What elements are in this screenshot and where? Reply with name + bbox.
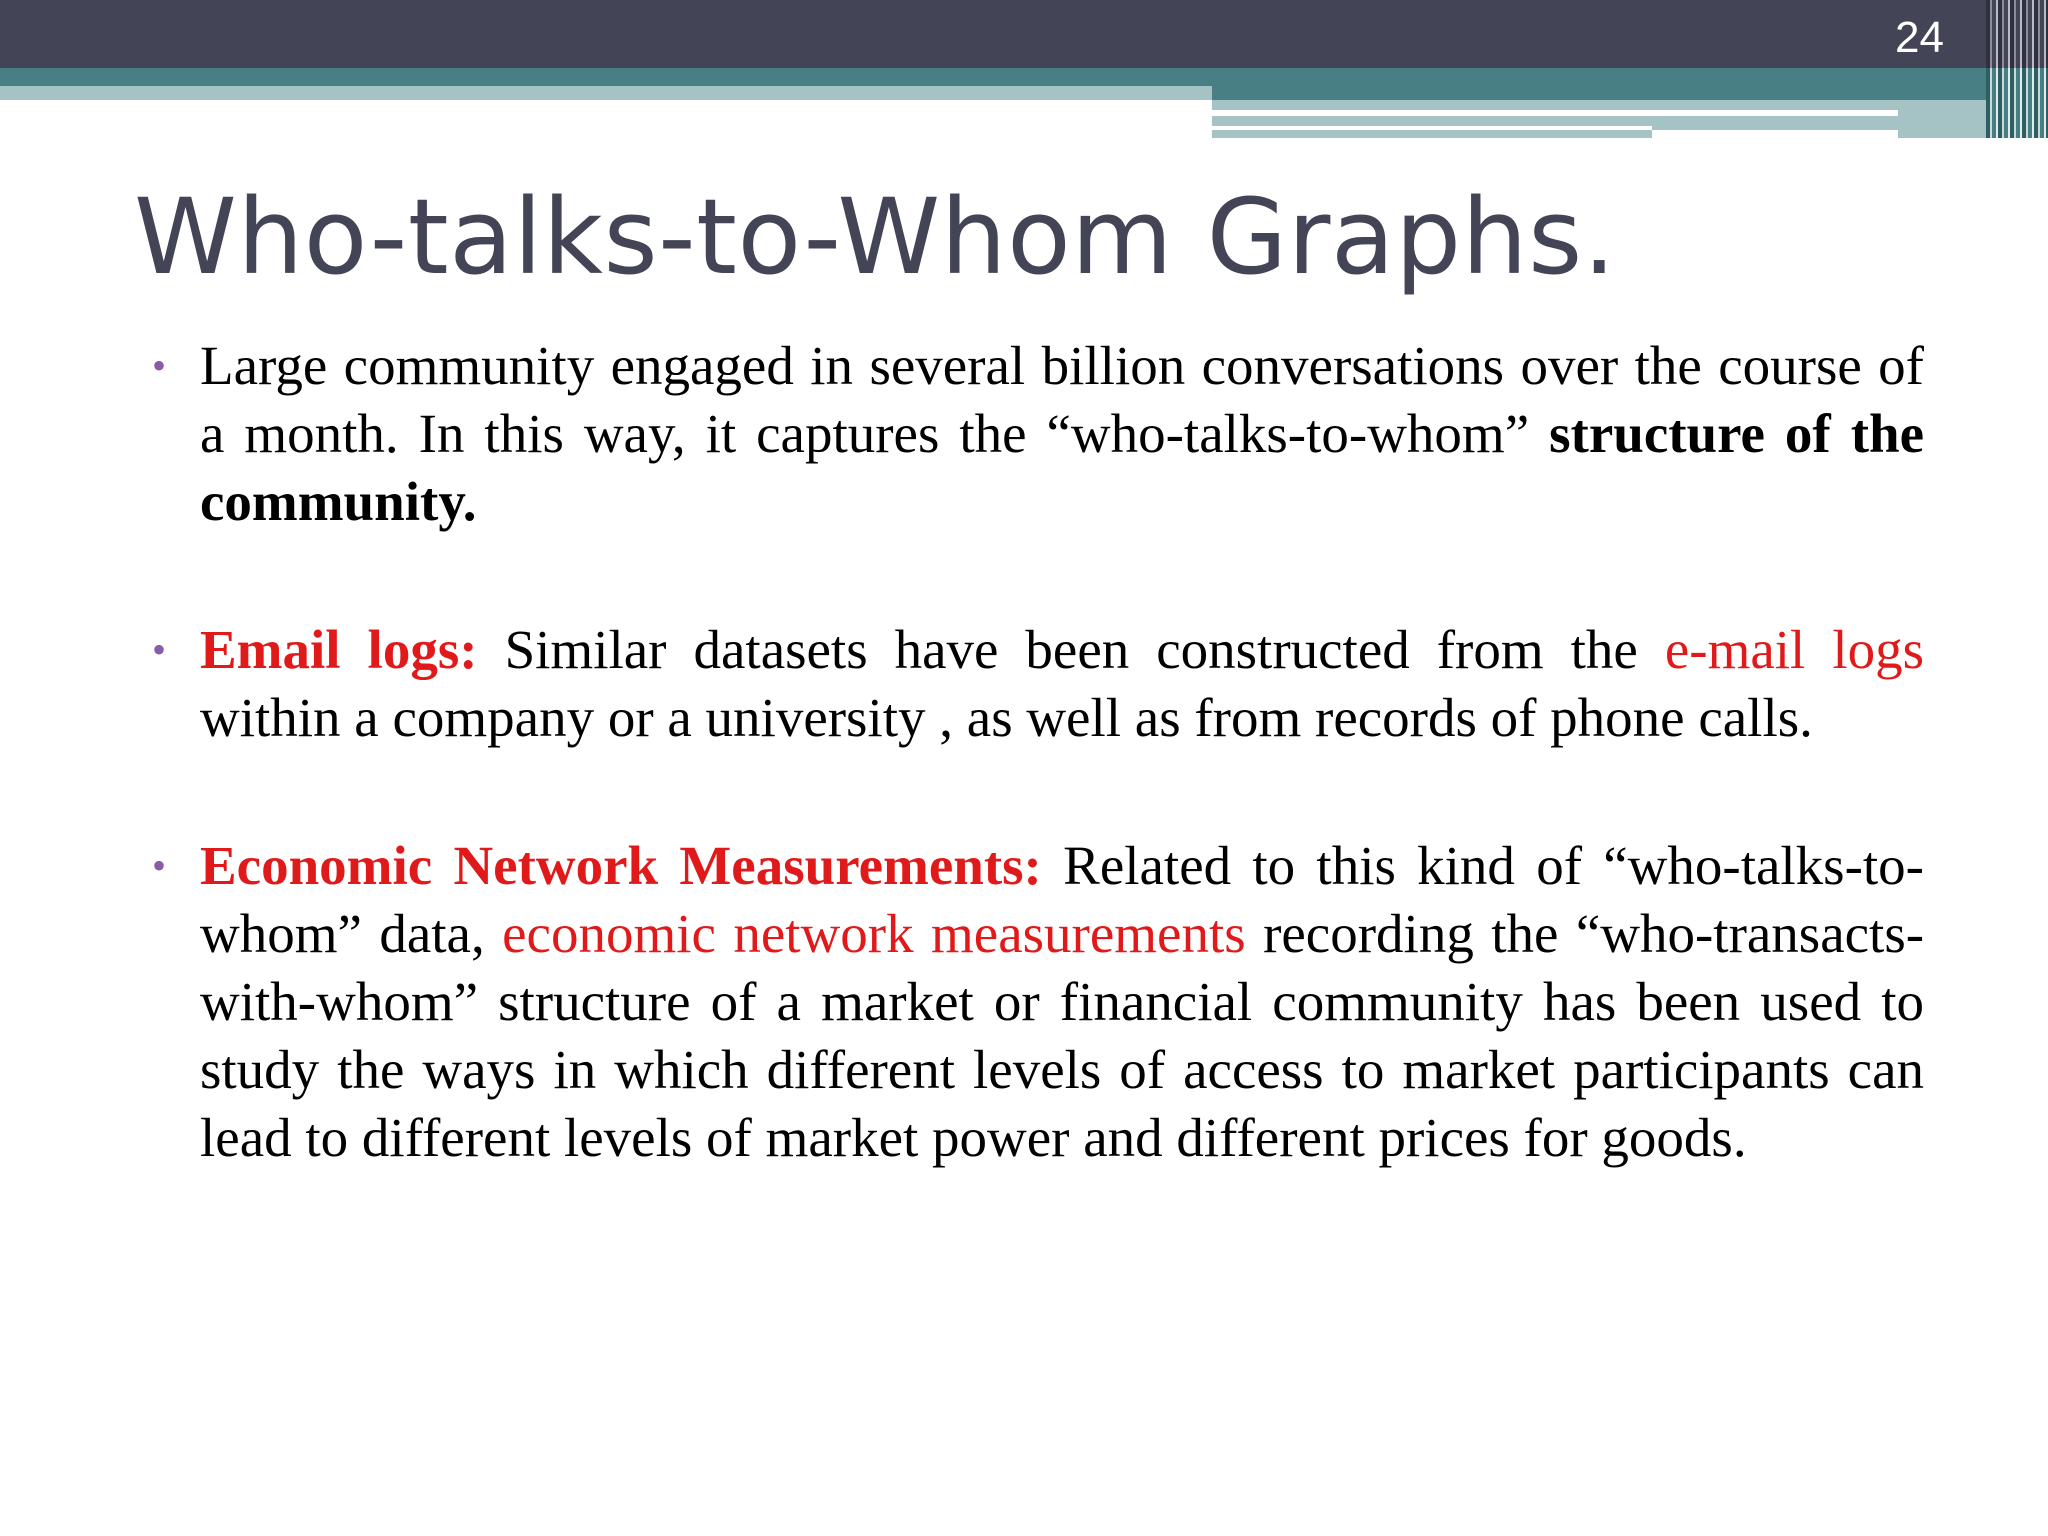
bullet-heading: Email logs: xyxy=(200,619,478,680)
header-accent-cut xyxy=(1652,130,1898,138)
bullet-text-after: recording the “who-transacts-with-whom” structure of a market or financial community has been used to study the ways in which different levels of access to market participants can lead to different levels of market power and different prices for goods. xyxy=(200,903,1925,1168)
bullet-item-economic-network xyxy=(152,832,1925,1172)
bullet-list xyxy=(152,332,1925,1172)
header-band-dark xyxy=(0,0,2048,68)
header-accent-line xyxy=(1212,110,1898,116)
slide-title: Who-talks-to-Whom Graphs. xyxy=(134,176,1617,298)
bullet-highlight: e-mail logs xyxy=(1664,619,1925,680)
header-band-teal xyxy=(0,68,2048,86)
bullet-item-community xyxy=(152,332,1925,536)
bullet-heading: Economic Network Measurements: xyxy=(200,835,1042,896)
bullet-text-after: within a company or a university , as well as from records of phone calls. xyxy=(200,687,1813,748)
bullet-text: Large community engaged in several billion conversations over the course of a month. In this way, it captures the “who-talks-to-whom” xyxy=(200,335,1924,464)
header-band-right-light xyxy=(1212,100,2048,138)
bullet-item-email-logs xyxy=(152,616,1925,752)
header-accent-line-secondary xyxy=(1212,126,1652,130)
header-band-teal-extension xyxy=(1212,86,2048,100)
bullet-highlight: economic network measurements xyxy=(502,903,1246,964)
bullet-icon: • xyxy=(152,843,167,888)
bullet-text-before: Similar datasets have been constructed from the xyxy=(504,619,1638,680)
header-stripes-lower xyxy=(1986,68,2048,138)
slide-body xyxy=(152,332,1925,1172)
bullet-icon: • xyxy=(152,627,167,672)
header-band-light xyxy=(0,86,1212,100)
page-number: 24 xyxy=(1895,13,1944,62)
bullet-icon: • xyxy=(152,343,167,388)
bullet-bold-text: structure of the community. xyxy=(200,403,1925,532)
bullet-text-before: Related to this kind of “who-talks-to-whom” data, xyxy=(200,835,1924,964)
